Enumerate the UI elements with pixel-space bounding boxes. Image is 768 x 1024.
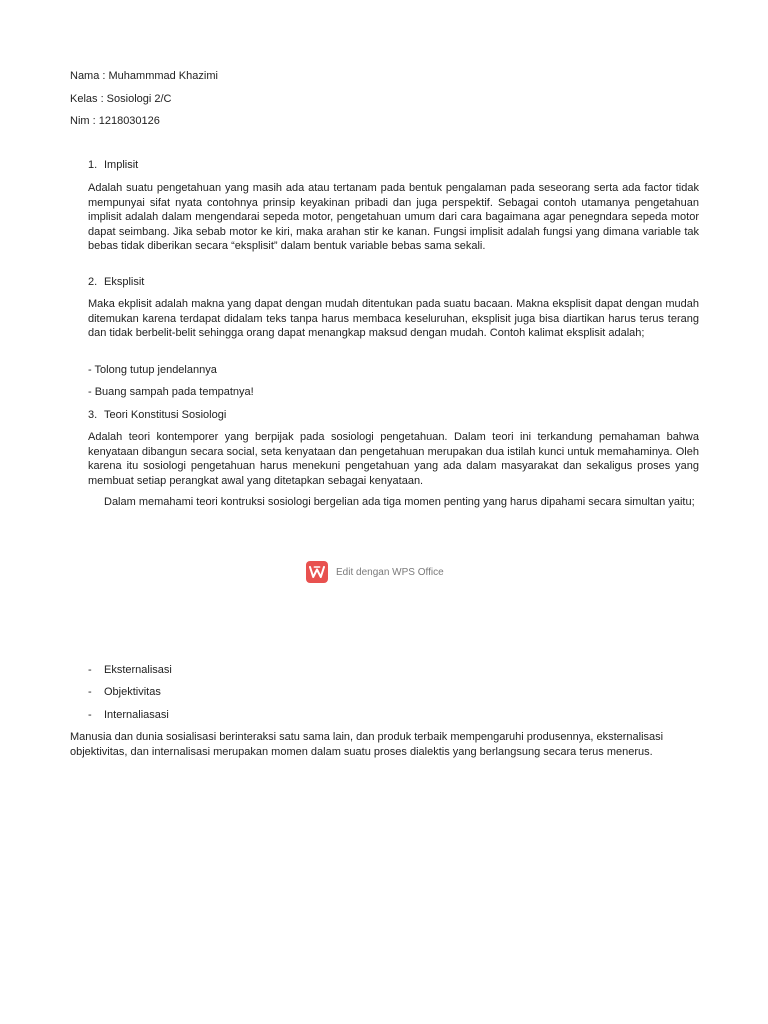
list-item	[88, 685, 161, 699]
student-class: Kelas : Sosiologi 2/C	[70, 93, 172, 105]
section-heading-teori	[88, 408, 226, 422]
implisit-paragraph: Adalah suatu pengetahuan yang masih ada atau tertanam pada bentuk pengalaman pada seseorang serta ada factor tidak mempunyai sifat nyata contohnya prinsip keyakinan pribadi dan juga perspektif. Sebagai contoh utamanya pengetahuan implisit adalah dalam mengendarai sepeda motor, pengetahuan umum dari cara bagaimana agar penegndara sepeda motor dapat seimbang. Jika sebab motor ke kiri, maka arahan stir ke kanan. Fungsi implisit adalah fungsi yang dimana variable tak bebas tidak diberikan secara “eksplisit” dalam bentuk variable bebas sama sekali.	[88, 182, 699, 252]
student-nim: Nim : 1218030126	[70, 115, 160, 127]
example-line: - Buang sampah pada tempatnya!	[88, 386, 254, 398]
section-number: 2.	[88, 276, 98, 288]
list-item-text: Objektivitas	[104, 686, 161, 698]
section-number: 1.	[88, 159, 98, 171]
list-item-text: Eksternalisasi	[104, 664, 172, 676]
wps-logo-icon	[306, 561, 328, 583]
section-title: Implisit	[104, 159, 139, 171]
list-item	[88, 663, 172, 677]
section-title: Eksplisit	[104, 276, 145, 288]
wps-watermark[interactable]	[306, 561, 444, 583]
dash-bullet: -	[88, 686, 92, 698]
section-number: 3.	[88, 409, 98, 421]
dash-bullet: -	[88, 664, 92, 676]
section-heading-eksplisit	[88, 275, 144, 289]
list-item-text: Internaliasasi	[104, 709, 169, 721]
list-item	[88, 708, 169, 722]
section-title: Teori Konstitusi Sosiologi	[104, 409, 227, 421]
wps-watermark-text: Edit dengan WPS Office	[336, 566, 444, 578]
closing-paragraph: Manusia dan dunia sosialisasi berinteraksi satu sama lain, dan produk terbaik mempengaruhi produsennya, eksternalisasi objektivitas, dan internalisasi merupakan momen dalam suatu proses dialektis yang berlangsung secara terus menerus.	[70, 731, 664, 758]
section-heading-implisit	[88, 158, 138, 172]
teori-paragraph-2: Dalam memahami teori kontruksi sosiologi bergelian ada tiga momen penting yang harus dipahami secara simultan yaitu;	[104, 496, 695, 508]
dash-bullet: -	[88, 709, 92, 721]
example-line: - Tolong tutup jendelannya	[88, 364, 217, 376]
student-name: Nama : Muhammmad Khazimi	[70, 70, 218, 82]
teori-paragraph: Adalah teori kontemporer yang berpijak pada sosiologi pengetahuan. Dalam teori ini terkandung pemahaman bahwa kenyataan dibangun secara social, seta kenyataan dan pengetahuan merupakan dua istilah kunci untuk memahaminya. Oleh karena itu sosiologi pengetahuan harus menekuni pengetahuan yang ada dalam masyarakat dan sekaligus proses yang membuat setiap perangkat awal yang ditetapkan sebagai kenyataan.	[88, 431, 699, 487]
eksplisit-paragraph: Maka ekplisit adalah makna yang dapat dengan mudah ditentukan pada suatu bacaan. Makna eksplisit dapat dengan mudah ditemukan karena terdapat didalam teks tanpa harus membaca keseluruhan, eksplisit juga bisa diartikan harus terus terang dan tidak berbelit-belit sehingga orang dapat menangkap maksud dengan mudah. Contoh kalimat eksplisit adalah;	[88, 298, 699, 339]
